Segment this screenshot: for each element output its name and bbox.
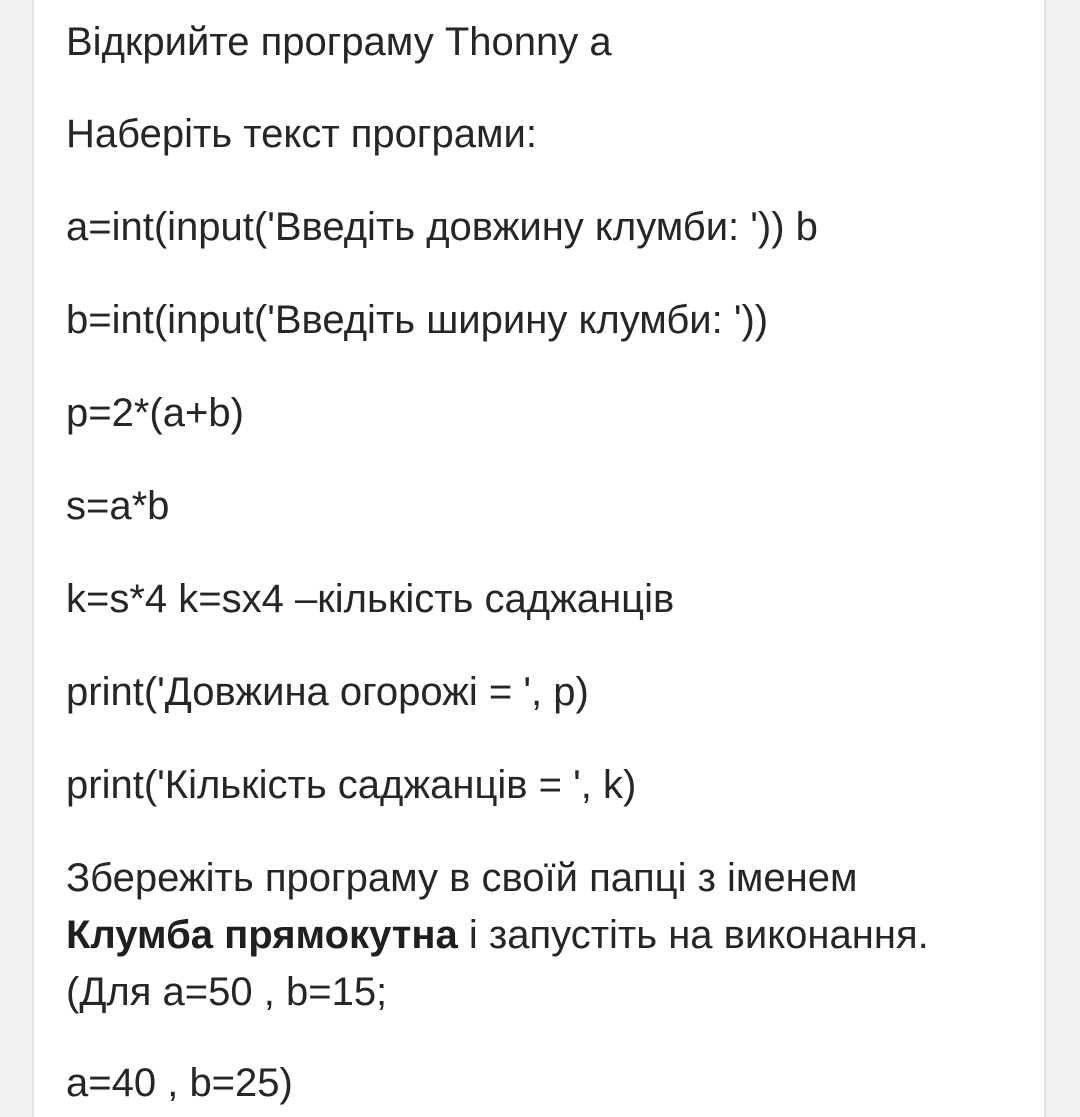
file-name-bold: Клумба прямокутна: [66, 913, 458, 957]
instruction-open-thonny: Відкрийте програму Thonny a: [66, 20, 612, 64]
save-instruction-paragraph: [66, 850, 1006, 1021]
example-values-line: a=40 , b=25): [66, 1061, 293, 1105]
document-page: [32, 0, 1046, 1117]
instruction-type-program: Наберіть текст програми:: [66, 112, 537, 156]
code-line-perimeter: p=2*(a+b): [66, 391, 244, 435]
code-line-print-fence: print('Довжина огорожі = ', p): [66, 670, 589, 714]
code-line-seedlings: k=s*4 k=sх4 –кількість саджанців: [66, 577, 675, 621]
code-line-input-b: b=int(input('Введіть ширину клумби: ')): [66, 298, 769, 342]
save-instruction-text: Збережіть програму в своїй папці з іменем: [66, 856, 858, 900]
save-instruction-continuation: і запустіть на виконання. (Для a=50 , b=15;: [66, 913, 929, 1014]
code-line-area: s=a*b: [66, 484, 170, 528]
code-line-print-seedlings: print('Кількість саджанців = ', k): [66, 763, 637, 807]
code-line-input-a: a=int(input('Введіть довжину клумби: ')) b: [66, 205, 818, 249]
